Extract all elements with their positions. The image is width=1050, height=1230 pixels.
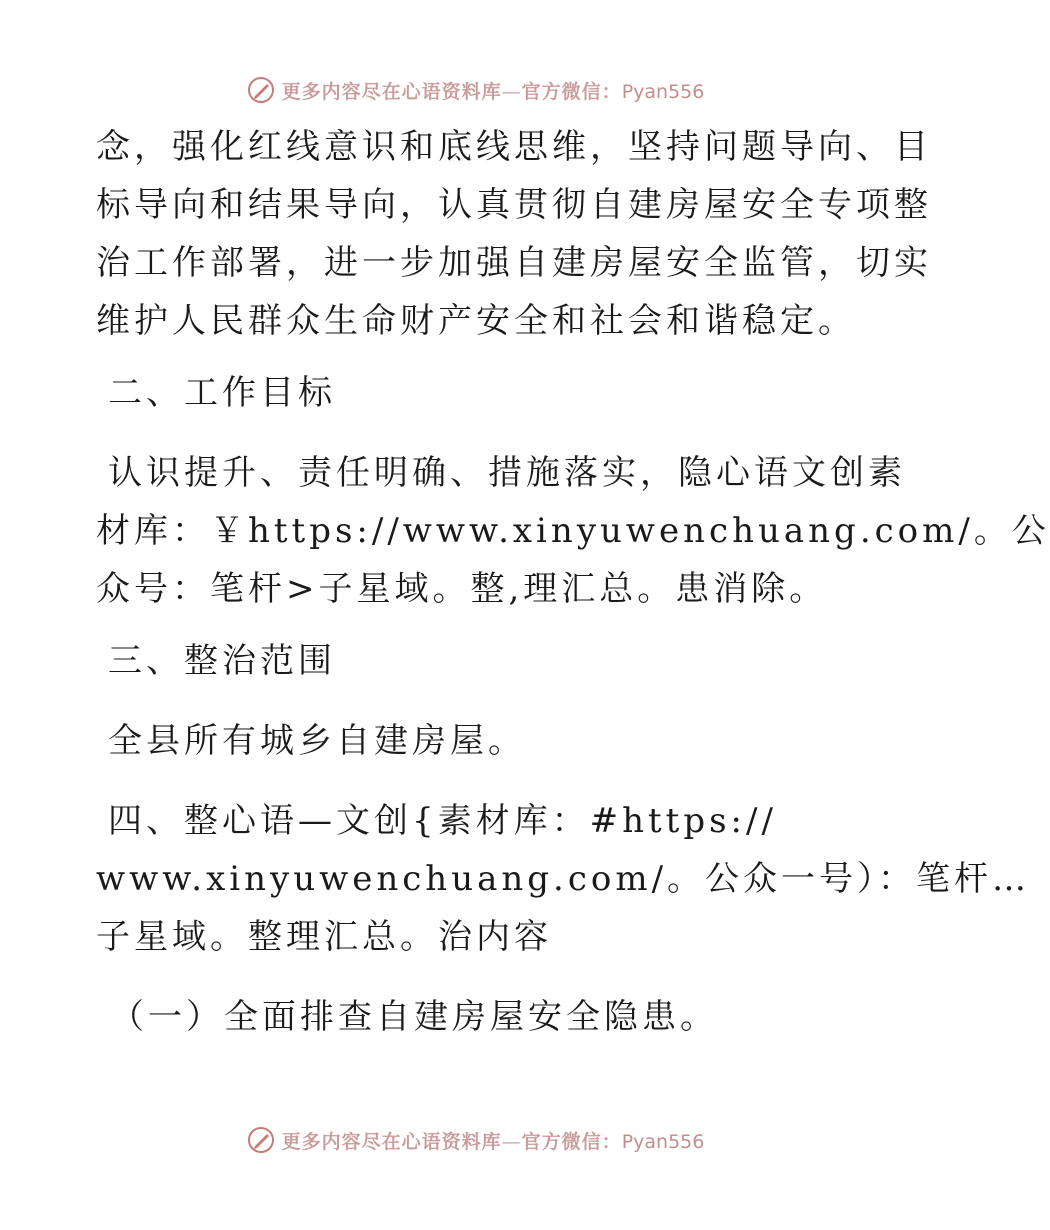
paragraph-line: www.xinyuwenchuang.com/。公众一号）：笔杆… bbox=[96, 859, 1031, 899]
section-heading-3: 三、整治范围 bbox=[108, 641, 336, 681]
watermark-id: Pyan556 bbox=[621, 80, 705, 103]
subsection-heading: （一）全面排查自建房屋安全隐患。 bbox=[110, 997, 718, 1037]
watermark-text bbox=[282, 1127, 705, 1154]
watermark-text bbox=[282, 77, 705, 104]
watermark-separator: — bbox=[501, 80, 522, 103]
paragraph-line: 治工作部署，进一步加强自建房屋安全监管，切实 bbox=[96, 243, 932, 283]
quill-logo-icon bbox=[246, 1125, 276, 1155]
watermark-id: Pyan556 bbox=[621, 1130, 705, 1153]
section-heading-2: 二、工作目标 bbox=[108, 373, 336, 413]
quill-logo-icon bbox=[246, 75, 276, 105]
paragraph-line: 认识提升、责任明确、措施落实，隐心语文创素 bbox=[108, 453, 906, 493]
watermark-label: 官方微信： bbox=[521, 80, 622, 103]
paragraph-line: 念，强化红线意识和底线思维，坚持问题导向、目 bbox=[96, 127, 932, 167]
paragraph-line: 材库：￥https://www.xinyuwenchuang.com/。公 bbox=[96, 511, 1050, 551]
watermark-brand: 更多内容尽在心语资料库 bbox=[281, 80, 502, 103]
watermark-brand: 更多内容尽在心语资料库 bbox=[281, 1130, 502, 1153]
paragraph-line: 子星域。整理汇总。治内容 bbox=[96, 917, 552, 957]
header-watermark bbox=[0, 72, 950, 108]
paragraph-line: 维护人民群众生命财产安全和社会和谐稳定。 bbox=[96, 301, 856, 341]
document-body bbox=[96, 118, 1050, 1046]
paragraph-line: 众号：笔杆>子星域。整,理汇总。患消除。 bbox=[96, 569, 828, 609]
watermark-separator: — bbox=[501, 1130, 522, 1153]
watermark-label: 官方微信： bbox=[521, 1130, 622, 1153]
section-heading-4: 四、整心语—文创{素材库：#https:// bbox=[108, 801, 777, 841]
paragraph-line: 标导向和结果导向，认真贯彻自建房屋安全专项整 bbox=[96, 185, 932, 225]
paragraph-line: 全县所有城乡自建房屋。 bbox=[108, 721, 526, 761]
footer-watermark bbox=[0, 1122, 950, 1158]
